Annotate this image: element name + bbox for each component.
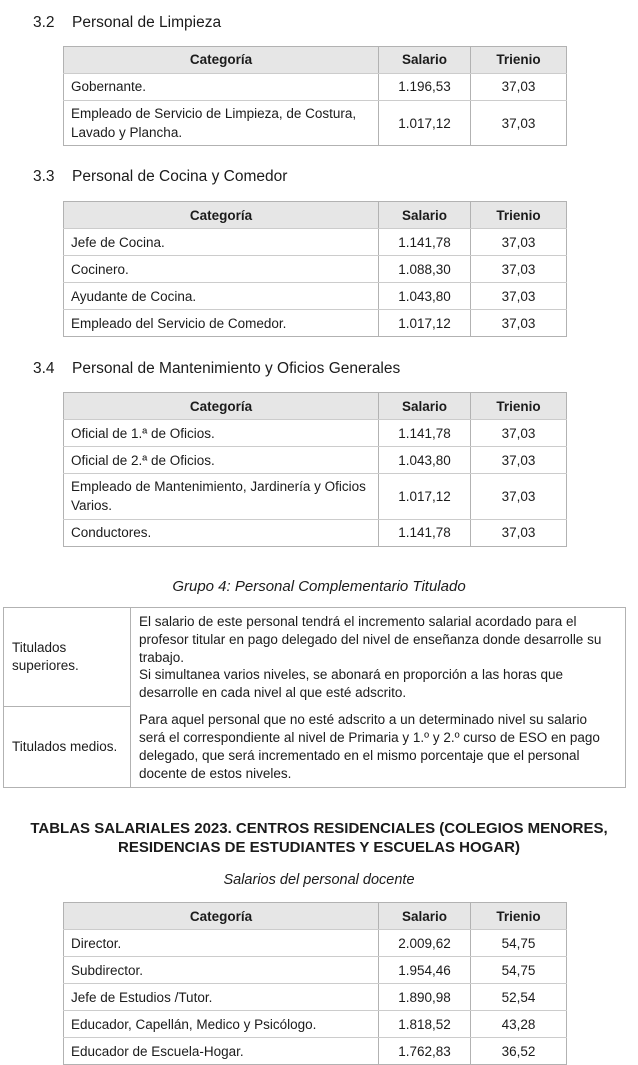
section-title: Personal de Cocina y Comedor <box>72 168 288 186</box>
cell-categoria: Oficial de 1.ª de Oficios. <box>64 420 379 447</box>
cell-salario: 1.818,52 <box>379 1011 471 1038</box>
table-row <box>4 607 626 706</box>
grupo4-text-cell <box>131 607 626 706</box>
column-header-salario: Salario <box>379 47 471 74</box>
column-header-salario: Salario <box>379 903 471 930</box>
table-row <box>64 519 567 546</box>
section-title: Personal de Mantenimiento y Oficios Generales <box>72 360 401 378</box>
cell-categoria: Gobernante. <box>64 74 379 101</box>
cell-categoria: Cocinero. <box>64 256 379 283</box>
cell-trienio: 52,54 <box>471 984 567 1011</box>
salary-table-limpieza <box>63 46 567 146</box>
table-row <box>64 1038 567 1065</box>
column-header-categoria: Categoría <box>64 47 379 74</box>
cell-trienio: 37,03 <box>471 519 567 546</box>
section-number: 3.4 <box>33 360 55 378</box>
table-header-row <box>64 202 567 229</box>
section-number: 3.3 <box>33 168 55 186</box>
grupo4-table <box>3 607 626 789</box>
cell-salario: 1.017,12 <box>379 101 471 146</box>
cell-trienio: 37,03 <box>471 420 567 447</box>
cell-trienio: 37,03 <box>471 474 567 519</box>
table-row <box>64 101 567 146</box>
cell-categoria: Director. <box>64 930 379 957</box>
section-heading-3-2 <box>33 13 638 33</box>
cell-categoria: Ayudante de Cocina. <box>64 283 379 310</box>
cell-trienio: 37,03 <box>471 229 567 256</box>
cell-categoria: Educador de Escuela-Hogar. <box>64 1038 379 1065</box>
grupo4-paragraph: Para aquel personal que no esté adscrito a un determinado nivel su salario será el correspondiente al nivel de Primaria y 1.º y 2.º curso de ESO en pago delegado, que será incrementado en el mismo porcentaje que el personal docente de estos niveles. <box>139 712 600 782</box>
column-header-trienio: Trienio <box>471 903 567 930</box>
cell-categoria: Jefe de Cocina. <box>64 229 379 256</box>
cell-salario: 1.141,78 <box>379 229 471 256</box>
cell-categoria: Jefe de Estudios /Tutor. <box>64 984 379 1011</box>
section-heading-3-4 <box>33 359 638 379</box>
section-title: Personal de Limpieza <box>72 14 222 31</box>
table-header-row <box>64 393 567 420</box>
cell-salario: 1.890,98 <box>379 984 471 1011</box>
cell-salario: 1.043,80 <box>379 447 471 474</box>
column-header-trienio: Trienio <box>471 47 567 74</box>
column-header-categoria: Categoría <box>64 202 379 229</box>
section-number: 3.2 <box>33 14 55 31</box>
cell-salario: 2.009,62 <box>379 930 471 957</box>
cell-trienio: 37,03 <box>471 283 567 310</box>
table-row <box>64 447 567 474</box>
grupo4-label-cell: Titulados superiores. <box>4 607 131 706</box>
cell-salario: 1.141,78 <box>379 420 471 447</box>
cell-trienio: 54,75 <box>471 957 567 984</box>
cell-salario: 1.017,12 <box>379 474 471 519</box>
residenciales-subtitle: Salarios del personal docente <box>223 872 415 889</box>
cell-categoria: Empleado de Mantenimiento, Jardinería y Oficios Varios. <box>64 474 379 519</box>
cell-trienio: 43,28 <box>471 1011 567 1038</box>
cell-salario: 1.141,78 <box>379 519 471 546</box>
grupo4-text-cell <box>131 706 626 787</box>
salary-table-mantenimiento <box>63 392 567 546</box>
table-row <box>4 706 626 787</box>
table-row <box>64 310 567 337</box>
table-row <box>64 1011 567 1038</box>
salary-table-docente-residencial <box>63 902 567 1065</box>
cell-salario: 1.017,12 <box>379 310 471 337</box>
residenciales-heading: TABLAS SALARIALES 2023. CENTROS RESIDENCIALES (COLEGIOS MENORES, RESIDENCIAS DE ESTUDIANTES Y ESCUELAS HOGAR) <box>30 820 608 857</box>
section-heading-3-3 <box>33 167 638 187</box>
cell-categoria: Subdirector. <box>64 957 379 984</box>
cell-trienio: 37,03 <box>471 447 567 474</box>
table-row <box>64 420 567 447</box>
cell-categoria: Oficial de 2.ª de Oficios. <box>64 447 379 474</box>
cell-trienio: 37,03 <box>471 256 567 283</box>
cell-salario: 1.043,80 <box>379 283 471 310</box>
cell-trienio: 36,52 <box>471 1038 567 1065</box>
cell-trienio: 37,03 <box>471 101 567 146</box>
table-row <box>64 984 567 1011</box>
table-row <box>64 283 567 310</box>
cell-trienio: 37,03 <box>471 74 567 101</box>
cell-trienio: 54,75 <box>471 930 567 957</box>
column-header-categoria: Categoría <box>64 393 379 420</box>
table-row <box>64 74 567 101</box>
grupo4-paragraph: El salario de este personal tendrá el incremento salarial acordado para el profesor titular en pago delegado del nivel de enseñanza donde desarrolle su trabajo. <box>139 613 602 665</box>
cell-categoria: Educador, Capellán, Medico y Psicólogo. <box>64 1011 379 1038</box>
cell-categoria: Conductores. <box>64 519 379 546</box>
table-header-row <box>64 47 567 74</box>
column-header-trienio: Trienio <box>471 393 567 420</box>
table-header-row <box>64 903 567 930</box>
grupo4-title: Grupo 4: Personal Complementario Titulado <box>172 577 466 595</box>
column-header-salario: Salario <box>379 393 471 420</box>
cell-categoria: Empleado del Servicio de Comedor. <box>64 310 379 337</box>
table-row <box>64 256 567 283</box>
table-row <box>64 474 567 519</box>
cell-salario: 1.088,30 <box>379 256 471 283</box>
cell-salario: 1.762,83 <box>379 1038 471 1065</box>
column-header-salario: Salario <box>379 202 471 229</box>
grupo4-label-cell: Titulados medios. <box>4 706 131 787</box>
cell-salario: 1.196,53 <box>379 74 471 101</box>
cell-categoria: Empleado de Servicio de Limpieza, de Costura, Lavado y Plancha. <box>64 101 379 146</box>
table-row <box>64 930 567 957</box>
cell-salario: 1.954,46 <box>379 957 471 984</box>
grupo4-paragraph: Si simultanea varios niveles, se abonará en proporción a las horas que desarrolle en cada nivel al que esté adscrito. <box>139 667 563 701</box>
table-row <box>64 229 567 256</box>
column-header-trienio: Trienio <box>471 202 567 229</box>
cell-trienio: 37,03 <box>471 310 567 337</box>
table-row <box>64 957 567 984</box>
column-header-categoria: Categoría <box>64 903 379 930</box>
salary-table-cocina <box>63 201 567 337</box>
